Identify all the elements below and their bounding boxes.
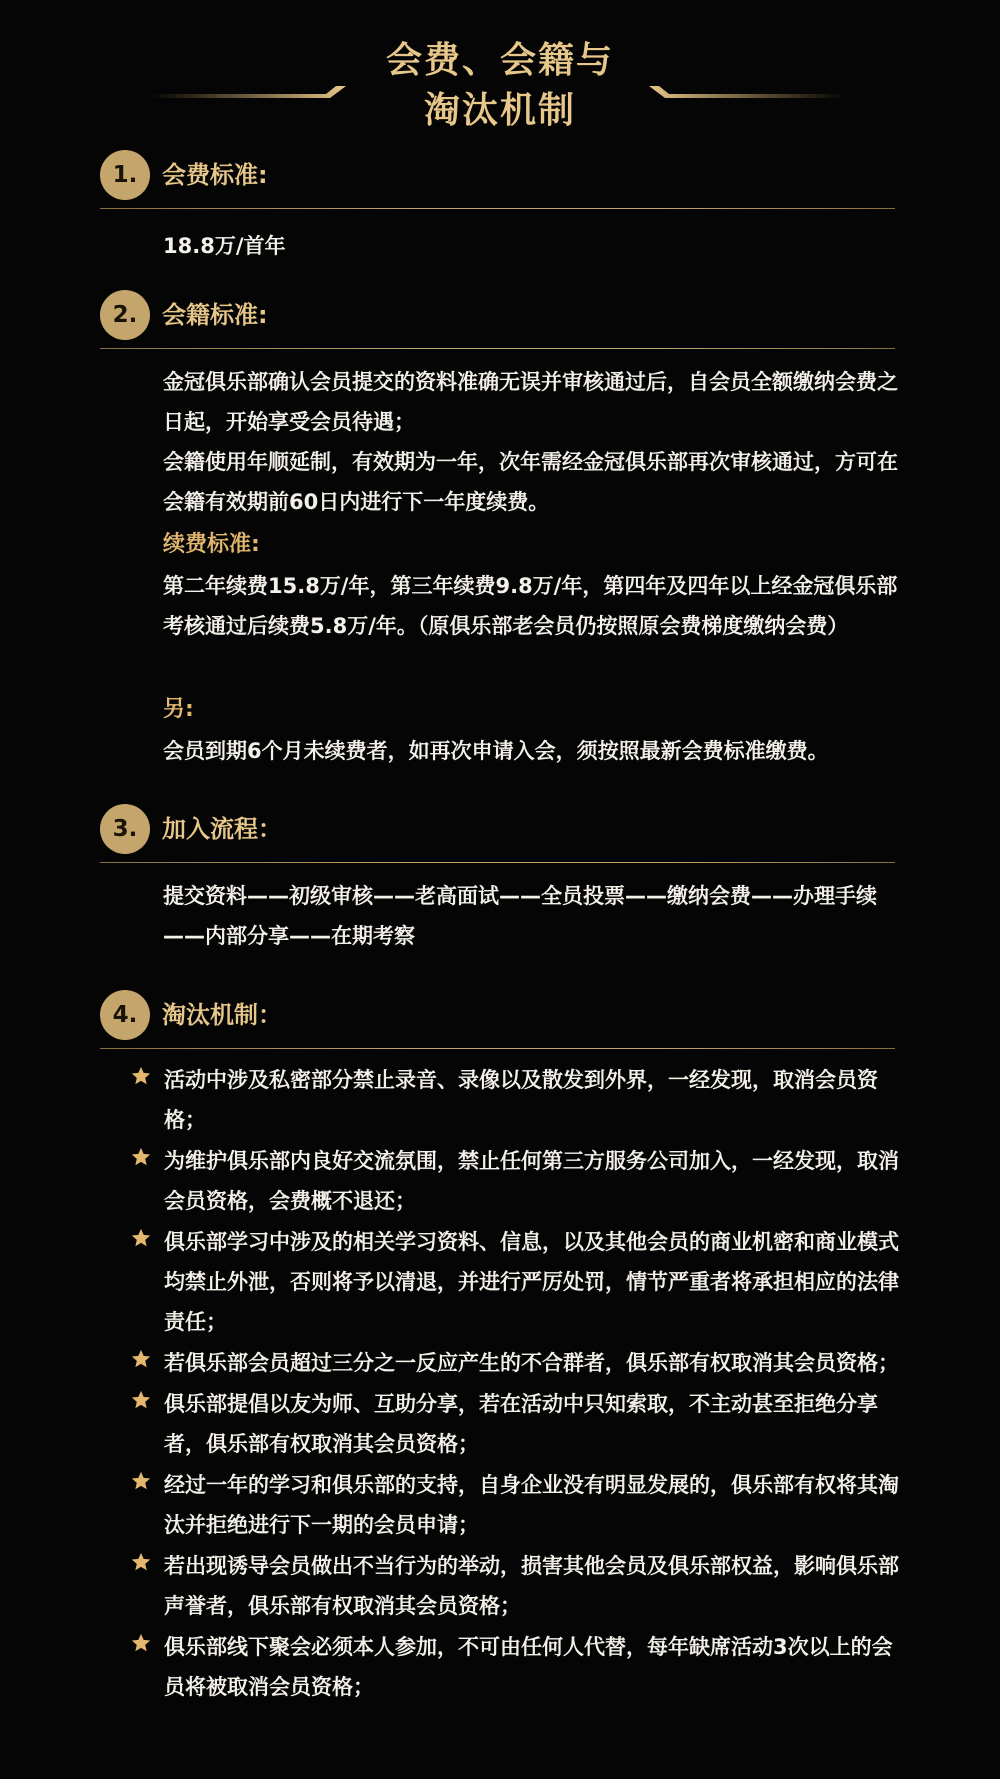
- list-item: [130, 1384, 910, 1464]
- section-number-badge: 2.: [100, 290, 150, 340]
- section-divider: [100, 1048, 895, 1049]
- star-icon: [130, 1227, 152, 1249]
- section-title: 会费标准:: [162, 161, 268, 189]
- star-icon: [130, 1065, 152, 1087]
- star-icon: [130, 1470, 152, 1492]
- section-fee-header: [100, 150, 895, 206]
- star-icon: [130, 1146, 152, 1168]
- section-number-badge: 3.: [100, 804, 150, 854]
- section-number-badge: 1.: [100, 150, 150, 200]
- section-divider: [100, 862, 895, 863]
- title-line-2: 淘汰机制: [423, 90, 576, 131]
- rule-text: 活动中涉及私密部分禁止录音、录像以及散发到外界，一经发现，取消会员资格；: [164, 1068, 878, 1132]
- other-text: 会员到期6个月未续费者，如再次申请入会，须按照最新会费标准缴费。: [163, 739, 829, 763]
- rule-text: 若俱乐部会员超过三分之一反应产生的不合群者，俱乐部有权取消其会员资格；: [164, 1351, 899, 1375]
- other-subheading: 另:: [163, 697, 194, 722]
- star-icon: [130, 1348, 152, 1370]
- page-title: [300, 36, 700, 136]
- rule-text: 俱乐部线下聚会必须本人参加，不可由任何人代替，每年缺席活动3次以上的会员将被取消会员资格；: [164, 1635, 893, 1699]
- section-membership-header: [100, 290, 895, 346]
- section-divider: [100, 208, 895, 209]
- list-item: [130, 1343, 910, 1383]
- fee-text: 18.8万/首年: [163, 234, 286, 258]
- right-ornament-icon: [645, 80, 845, 110]
- rule-text: 若出现诱导会员做出不当行为的举动，损害其他会员及俱乐部权益，影响俱乐部声誉者，俱乐部有权取消其会员资格；: [164, 1554, 899, 1618]
- rule-text: 俱乐部提倡以友为师、互助分享，若在活动中只知索取，不主动甚至拒绝分享者，俱乐部有权取消其会员资格；: [164, 1392, 878, 1456]
- section-divider: [100, 348, 895, 349]
- star-icon: [130, 1389, 152, 1411]
- membership-paragraph-2: 会籍使用年顺延制，有效期为一年，次年需经金冠俱乐部再次审核通过，方可在会籍有效期前60日内进行下一年度续费。: [163, 450, 898, 514]
- process-text: 提交资料——初级审核——老高面试——全员投票——缴纳会费——办理手续——内部分享——在期考察: [163, 884, 877, 948]
- star-icon: [130, 1632, 152, 1654]
- star-icon: [130, 1551, 152, 1573]
- list-item: [130, 1222, 910, 1342]
- rule-text: 俱乐部学习中涉及的相关学习资料、信息，以及其他会员的商业机密和商业模式均禁止外泄，否则将予以清退，并进行严厉处罚，情节严重者将承担相应的法律责任；: [164, 1230, 899, 1334]
- list-item: [130, 1060, 910, 1140]
- section-number-badge: 4.: [100, 990, 150, 1040]
- membership-paragraph-1: 金冠俱乐部确认会员提交的资料准确无误并审核通过后，自会员全额缴纳会费之日起，开始享受会员待遇；: [163, 370, 898, 434]
- list-item: [130, 1546, 910, 1626]
- rule-text: 为维护俱乐部内良好交流氛围，禁止任何第三方服务公司加入，一经发现，取消会员资格，会费概不退还；: [164, 1149, 899, 1213]
- section-title: 淘汰机制：: [162, 1001, 282, 1029]
- renewal-subheading: 续费标准:: [163, 532, 260, 557]
- page-title-block: [0, 36, 1000, 136]
- section-process-header: [100, 804, 895, 860]
- elimination-rules-list: [130, 1060, 910, 1708]
- rule-text: 经过一年的学习和俱乐部的支持，自身企业没有明显发展的，俱乐部有权将其淘汰并拒绝进行下一期的会员申请；: [164, 1473, 899, 1537]
- section-title: 会籍标准:: [162, 301, 268, 329]
- renewal-text: 第二年续费15.8万/年，第三年续费9.8万/年，第四年及四年以上经金冠俱乐部考核通过后续费5.8万/年。（原俱乐部老会员仍按照原会费梯度缴纳会费）: [163, 574, 898, 638]
- title-line-1: 会费、会籍与: [385, 40, 614, 81]
- section-elimination-header: [100, 990, 895, 1046]
- list-item: [130, 1627, 910, 1707]
- section-title: 加入流程：: [162, 815, 282, 843]
- list-item: [130, 1465, 910, 1545]
- list-item: [130, 1141, 910, 1221]
